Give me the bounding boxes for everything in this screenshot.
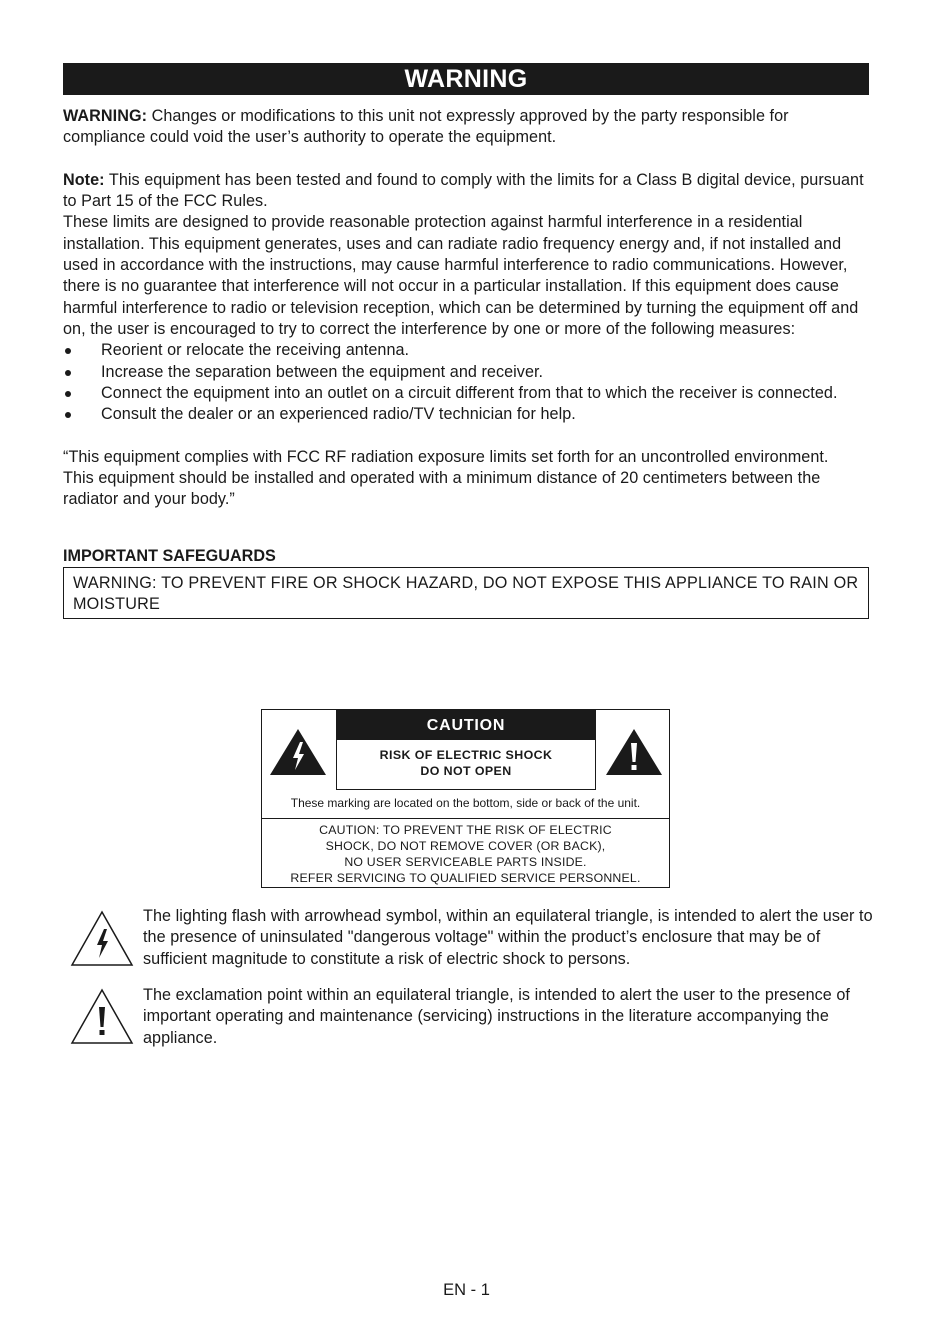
- rf-exposure-paragraph-1: “This equipment complies with FCC RF radiation exposure limits set forth for an uncontrolled environment.: [63, 447, 829, 466]
- caution-bottom-line: CAUTION: TO PREVENT THE RISK OF ELECTRIC: [319, 823, 612, 837]
- caution-risk-text: [337, 748, 595, 779]
- note-text: This equipment has been tested and found to comply with the limits for a Class B digital device, pursuant to Part 15 of the FCC Rules.: [63, 170, 864, 211]
- manual-page: [63, 63, 869, 619]
- warning-banner: WARNING: [63, 63, 869, 95]
- list-item: Connect the equipment into an outlet on a circuit different from that to which the receiver is connected.: [63, 383, 869, 404]
- list-item: Reorient or relocate the receiving antenna.: [63, 340, 869, 361]
- marking-note: These marking are located on the bottom, side or back of the unit.: [290, 796, 641, 810]
- safeguards-title: IMPORTANT SAFEGUARDS: [63, 546, 276, 565]
- safeguards-warning-box: WARNING: TO PREVENT FIRE OR SHOCK HAZARD, DO NOT EXPOSE THIS APPLIANCE TO RAIN OR MOISTURE: [63, 567, 869, 619]
- caution-label-bottom: [262, 819, 669, 886]
- fcc-note-paragraph: [63, 170, 869, 213]
- caution-header: CAUTION: [337, 710, 595, 740]
- warning-text: Changes or modifications to this unit not expressly approved by the party responsible for compliance could void the user’s authority to operate the equipment.: [63, 107, 789, 147]
- symbol-text: The exclamation point within an equilateral triangle, is intended to alert the user to the presence of important operating and maintenance (servicing) instructions in the literature accompanying the appliance.: [143, 986, 850, 1047]
- note-label: Note:: [63, 170, 105, 189]
- rf-exposure-paragraph-2: This equipment should be installed and operated with a minimum distance of 20 centimeters between the radiator and your body.”: [63, 469, 821, 509]
- exclamation-triangle-icon: [70, 987, 134, 1050]
- fcc-section: [63, 106, 869, 511]
- lightning-triangle-icon: [269, 728, 327, 781]
- list-item: Increase the separation between the equipment and receiver.: [63, 362, 869, 383]
- measures-list: [63, 340, 869, 425]
- symbol-text: The lighting flash with arrowhead symbol, within an equilateral triangle, is intended to alert the user to the presence of uninsulated "dangerous voltage" within the product’s enclosure that may be of sufficient magnitude to constitute a risk of electric shock to persons.: [143, 907, 873, 968]
- limits-paragraph: These limits are designed to provide reasonable protection against harmful interference in a residential installation. This equipment generates, uses and can radiate radio frequency energy and, if not installed and used in accordance with the instructions, may cause harmful interference to radio communications. However, there is no guarantee that interference will not occur in a particular installation. If this equipment does cause harmful interference to radio or television reception, which can be determined by turning the equipment off and on, the user is encouraged to try to correct the interference by one or more of the following measures:: [63, 213, 859, 338]
- caution-bottom-line: NO USER SERVICEABLE PARTS INSIDE.: [344, 855, 587, 869]
- caution-label: [261, 709, 670, 888]
- lightning-triangle-icon: [70, 909, 134, 972]
- caution-box: [336, 710, 596, 790]
- caution-bottom-line: REFER SERVICING TO QUALIFIED SERVICE PERSONNEL.: [290, 871, 641, 885]
- risk-line-1: RISK OF ELECTRIC SHOCK: [379, 748, 553, 762]
- fcc-warning-paragraph: [63, 106, 869, 149]
- page-number: EN - 1: [443, 1281, 490, 1299]
- list-item: Consult the dealer or an experienced radio/TV technician for help.: [63, 404, 869, 425]
- exclamation-triangle-icon: [605, 728, 663, 781]
- risk-line-2: DO NOT OPEN: [420, 763, 512, 778]
- caution-label-top: [262, 710, 669, 819]
- warning-label: WARNING:: [63, 107, 148, 125]
- caution-bottom-line: SHOCK, DO NOT REMOVE COVER (OR BACK),: [325, 839, 606, 853]
